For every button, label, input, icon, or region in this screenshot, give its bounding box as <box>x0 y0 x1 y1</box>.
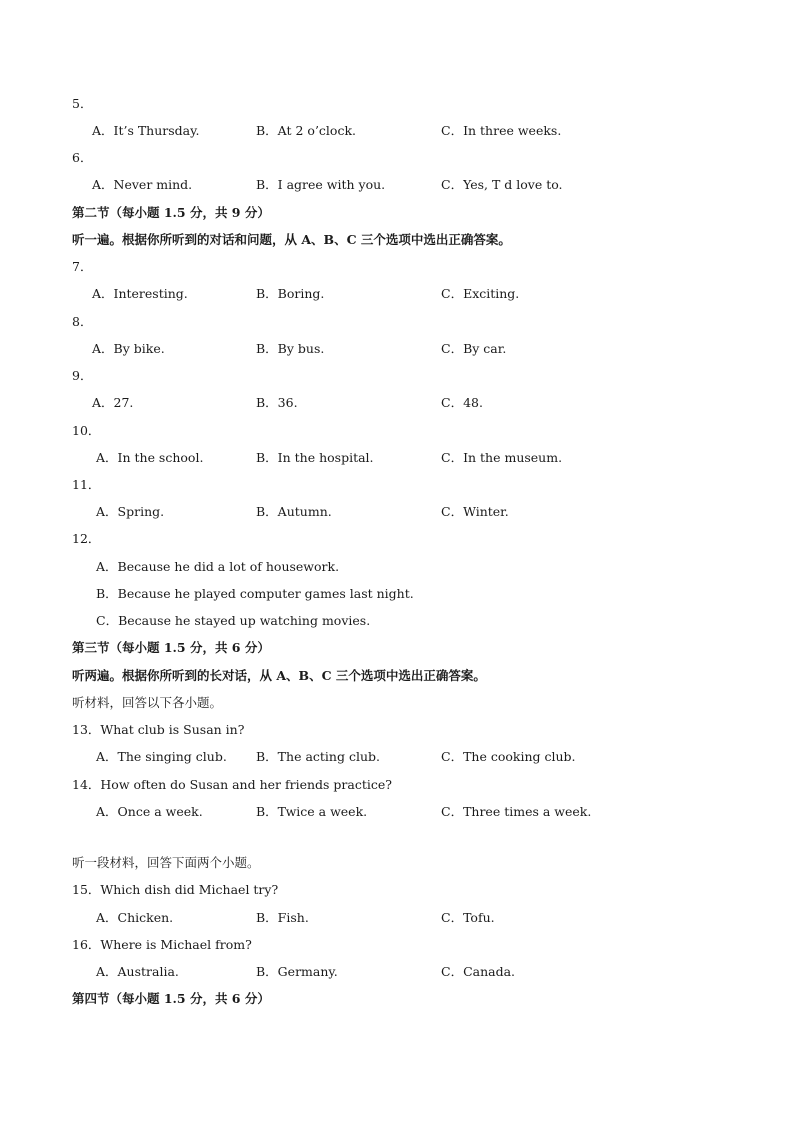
option-a: A．Chicken. <box>96 910 174 925</box>
material-intro: 听材料，回答以下各小题。 <box>72 695 223 710</box>
option-b: B．At 2 o’clock. <box>256 123 356 138</box>
option-b: B．Germany. <box>256 964 338 979</box>
option-b: B．Fish. <box>256 910 309 925</box>
section-title: 第四节（每小题 1.5 分，共 6 分） <box>72 991 270 1006</box>
question-number: 5． <box>72 96 93 111</box>
section-instructions: 听一遍。根据你所听到的对话和问题，从 A、B、C 三个选项中选出正确答案。 <box>72 232 511 247</box>
question-stem: 13．What club is Susan in? <box>72 722 245 737</box>
section-title: 第二节（每小题 1.5 分，共 9 分） <box>72 205 270 220</box>
option-a: A．Because he did a lot of housework. <box>96 559 340 574</box>
question-stem: 15．Which dish did Michael try? <box>72 882 279 897</box>
option-a: A．Never mind. <box>92 177 193 192</box>
question-stem: 14．How often do Susan and her friends practice? <box>72 777 392 792</box>
option-a: A．27. <box>92 395 134 410</box>
option-c: C．Yes, T d love to. <box>441 177 563 192</box>
option-c: C．Three times a week. <box>441 804 592 819</box>
option-b: B．Boring. <box>256 286 325 301</box>
option-c: C．In three weeks. <box>441 123 562 138</box>
option-c: C．Because he stayed up watching movies. <box>96 613 371 628</box>
option-a: A．By bike. <box>92 341 165 356</box>
option-b: B．Twice a week. <box>256 804 368 819</box>
option-b: B．I agree with you. <box>256 177 386 192</box>
question-number: 7． <box>72 259 93 274</box>
option-c: C．Canada. <box>441 964 516 979</box>
question-number: 11． <box>72 477 101 492</box>
section-instructions: 听两遍。根据你所听到的长对话，从 A、B、C 三个选项中选出正确答案。 <box>72 668 486 683</box>
option-c: C．Tofu. <box>441 910 495 925</box>
option-c: C．Exciting. <box>441 286 520 301</box>
option-b: B．Because he played computer games last night. <box>96 586 414 601</box>
option-b: B．Autumn. <box>256 504 332 519</box>
option-a: A．The singing club. <box>96 749 227 764</box>
option-c: C．48. <box>441 395 483 410</box>
option-c: C．By car. <box>441 341 507 356</box>
option-a: A．In the school. <box>96 450 204 465</box>
question-number: 9． <box>72 368 93 383</box>
question-number: 12． <box>72 531 101 546</box>
option-c: C．Winter. <box>441 504 509 519</box>
option-a: A．Spring. <box>96 504 165 519</box>
section-title: 第三节（每小题 1.5 分，共 6 分） <box>72 640 270 655</box>
question-number: 10． <box>72 423 101 438</box>
question-number: 8． <box>72 314 93 329</box>
option-a: A．Once a week. <box>96 804 203 819</box>
option-a: A．It’s Thursday. <box>92 123 200 138</box>
question-number: 6． <box>72 150 93 165</box>
question-stem: 16．Where is Michael from? <box>72 937 252 952</box>
option-b: B．By bus. <box>256 341 325 356</box>
option-b: B．The acting club. <box>256 749 380 764</box>
option-b: B．In the hospital. <box>256 450 374 465</box>
option-a: A．Interesting. <box>92 286 188 301</box>
option-c: C．The cooking club. <box>441 749 576 764</box>
option-a: A．Australia. <box>96 964 179 979</box>
option-c: C．In the museum. <box>441 450 563 465</box>
option-b: B．36. <box>256 395 298 410</box>
material-intro: 听一段材料，回答下面两个小题。 <box>72 855 260 870</box>
